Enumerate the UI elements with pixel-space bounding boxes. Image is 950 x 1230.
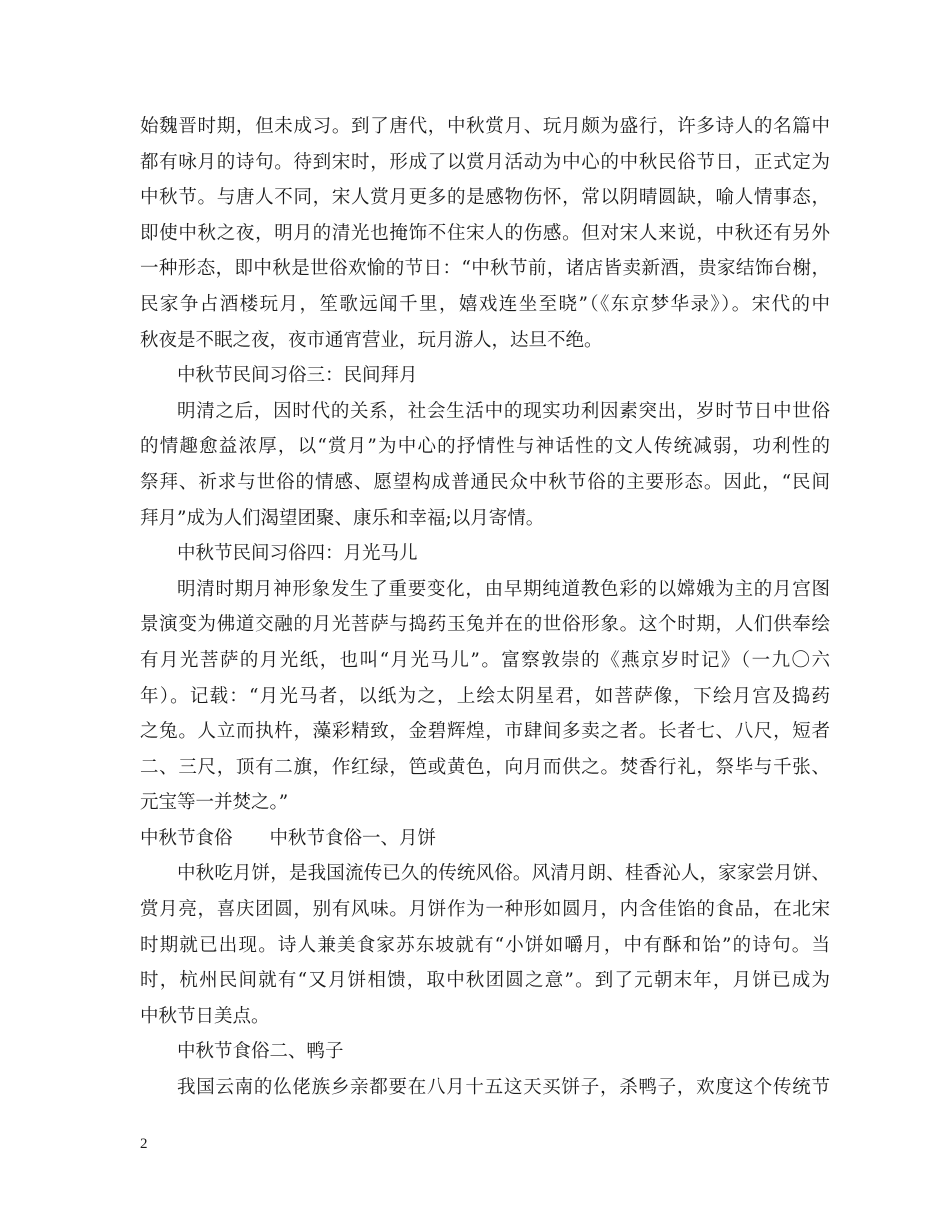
text-line: 中秋节日美点。 bbox=[140, 1005, 270, 1027]
section-heading: 中秋节食俗 中秋节食俗一、月饼 bbox=[140, 827, 437, 849]
text-line: 赏月亮，喜庆团圆，别有风味。月饼作为一种形如圆月，内含佳馅的食品，在北宋 bbox=[140, 899, 830, 921]
text-line: 明清时期月神形象发生了重要变化，由早期纯道教色彩的以嫦娥为主的月宫图 bbox=[177, 578, 830, 600]
text-line: 始魏晋时期，但未成习。到了唐代，中秋赏月、玩月颇为盛行，许多诗人的名篇中 bbox=[140, 116, 830, 137]
text-line: 秋夜是不眠之夜，夜市通宵营业，玩月游人，达旦不绝。 bbox=[140, 329, 603, 351]
text-line: 即使中秋之夜，明月的清光也掩饰不住宋人的伤感。但对宋人来说，中秋还有另外 bbox=[140, 222, 830, 244]
text-line: 之兔。人立而执杵，藻彩精致，金碧辉煌，市肆间多卖之者。长者七、八尺，短者 bbox=[140, 721, 830, 743]
section-heading: 中秋节食俗二、鸭子 bbox=[177, 1041, 344, 1063]
text-line: 中秋吃月饼，是我国流传已久的传统风俗。风清月朗、桂香沁人，家家尝月饼、 bbox=[177, 863, 830, 885]
document-body bbox=[140, 109, 830, 1106]
text-line: 祭拜、祈求与世俗的情感、愿望构成普通民众中秋节俗的主要形态。因此，“民间 bbox=[140, 471, 830, 493]
text-line: 景演变为佛道交融的月光菩萨与捣药玉兔并在的世俗形象。这个时期，人们供奉绘 bbox=[140, 614, 830, 636]
text-line: 二、三尺，顶有二旗，作红绿，笆或黄色，向月而供之。焚香行礼，祭毕与千张、 bbox=[140, 756, 830, 778]
text-line: 我国云南的仫佬族乡亲都要在八月十五这天买饼子，杀鸭子，欢度这个传统节 bbox=[177, 1077, 830, 1099]
text-line: 时期就已出现。诗人兼美食家苏东坡就有“小饼如嚼月，中有酥和饴”的诗句。当 bbox=[140, 934, 830, 956]
section-heading: 中秋节民间习俗四：月光马儿 bbox=[177, 543, 418, 565]
text-line: 民家争占酒楼玩月，笙歌远闻千里，嬉戏连坐至晓”（《东京梦华录》）。宋代的中 bbox=[140, 293, 830, 315]
text-line: 明清之后，因时代的关系，社会生活中的现实功利因素突出，岁时节日中世俗 bbox=[177, 400, 830, 422]
text-line: 时，杭州民间就有“又月饼相馈，取中秋团圆之意”。到了元朝末年，月饼已成为 bbox=[140, 970, 830, 992]
page-number: 2 bbox=[140, 1136, 148, 1152]
text-line: 元宝等一并焚之。” bbox=[140, 792, 289, 814]
section-heading: 中秋节民间习俗三：民间拜月 bbox=[177, 365, 418, 387]
text-line: 一种形态，即中秋是世俗欢愉的节日：“中秋节前，诸店皆卖新酒，贵家结饰台榭， bbox=[140, 258, 830, 280]
text-line: 中秋节。与唐人不同，宋人赏月更多的是感物伤怀，常以阴晴圆缺，喻人情事态， bbox=[140, 187, 830, 209]
text-line: 年）。记载：“月光马者，以纸为之，上绘太阴星君，如菩萨像，下绘月宫及捣药 bbox=[140, 685, 830, 707]
text-line: 的情趣愈益浓厚，以“赏月”为中心的抒情性与神话性的文人传统减弱，功利性的 bbox=[140, 436, 830, 458]
text-line: 拜月”成为人们渴望团聚、康乐和幸福;以月寄情。 bbox=[140, 507, 545, 529]
text-line: 都有咏月的诗句。待到宋时，形成了以赏月活动为中心的中秋民俗节日，正式定为 bbox=[140, 151, 830, 173]
text-line: 有月光菩萨的月光纸，也叫“月光马儿”。富察敦崇的《燕京岁时记》（一九〇六 bbox=[140, 649, 830, 671]
